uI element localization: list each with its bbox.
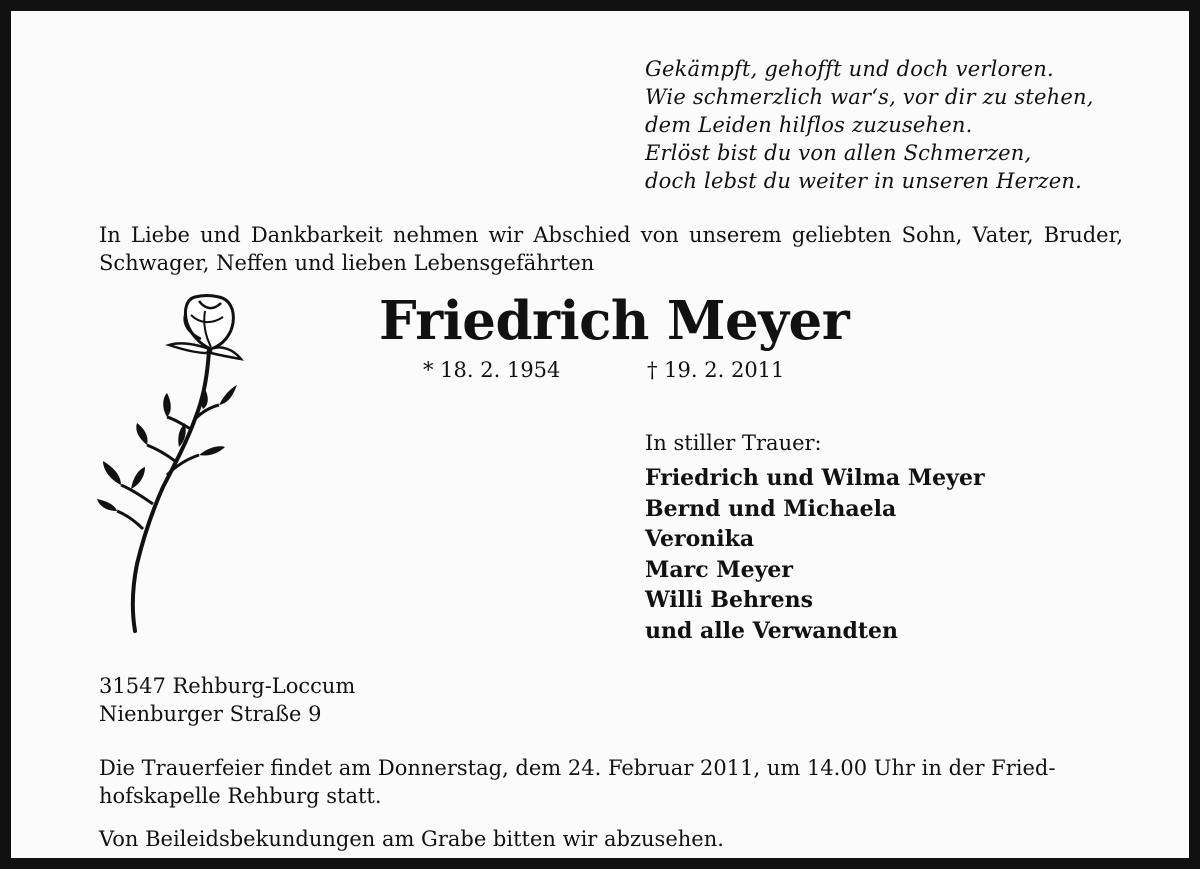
- address: [99, 672, 355, 728]
- poem-line: Erlöst bist du von allen Schmerzen,: [645, 141, 1032, 165]
- mourning-label: In stiller Trauer:: [645, 431, 822, 455]
- ceremony-line: hofskapelle Rehburg statt.: [99, 784, 382, 808]
- intro-text: In Liebe und Dankbarkeit nehmen wir Abschied von unserem geliebten Sohn, Vater, Bruder, Schwager, Neffen und lieben Lebensgefährten: [99, 223, 1123, 275]
- birth-date: * 18. 2. 1954: [423, 358, 561, 382]
- mourners-list: [645, 463, 985, 646]
- ceremony-info: [99, 754, 1123, 810]
- mourner-name: und alle Verwandten: [645, 617, 899, 644]
- mourner-name: Friedrich und Wilma Meyer: [645, 465, 985, 491]
- poem: [645, 55, 1094, 195]
- address-city: 31547 Rehburg-Loccum: [99, 674, 356, 698]
- poem-line: dem Leiden hilflos zuzusehen.: [645, 113, 973, 137]
- address-street: Nienburger Straße 9: [99, 702, 322, 726]
- mourner-name: Veronika: [645, 526, 755, 552]
- poem-line: doch lebst du weiter in unseren Herzen.: [645, 169, 1082, 193]
- condolence-note: Von Beileidsbekundungen am Grabe bitten wir abzusehen.: [99, 827, 724, 851]
- deceased-name: Friedrich Meyer: [379, 290, 850, 352]
- mourner-name: Willi Behrens: [645, 587, 813, 613]
- poem-line: Gekämpft, gehofft und doch verloren.: [645, 57, 1054, 81]
- poem-line: Wie schmerzlich war‘s, vor dir zu stehen,: [645, 85, 1094, 109]
- rose-icon: [91, 289, 251, 639]
- mourner-name: Bernd und Michaela: [645, 495, 897, 522]
- death-date: † 19. 2. 2011: [647, 358, 785, 382]
- ceremony-line: Die Trauerfeier findet am Donnerstag, dem 24. Februar 2011, um 14.00 Uhr in der Fried-: [99, 756, 1056, 780]
- mourner-name: Marc Meyer: [645, 556, 793, 583]
